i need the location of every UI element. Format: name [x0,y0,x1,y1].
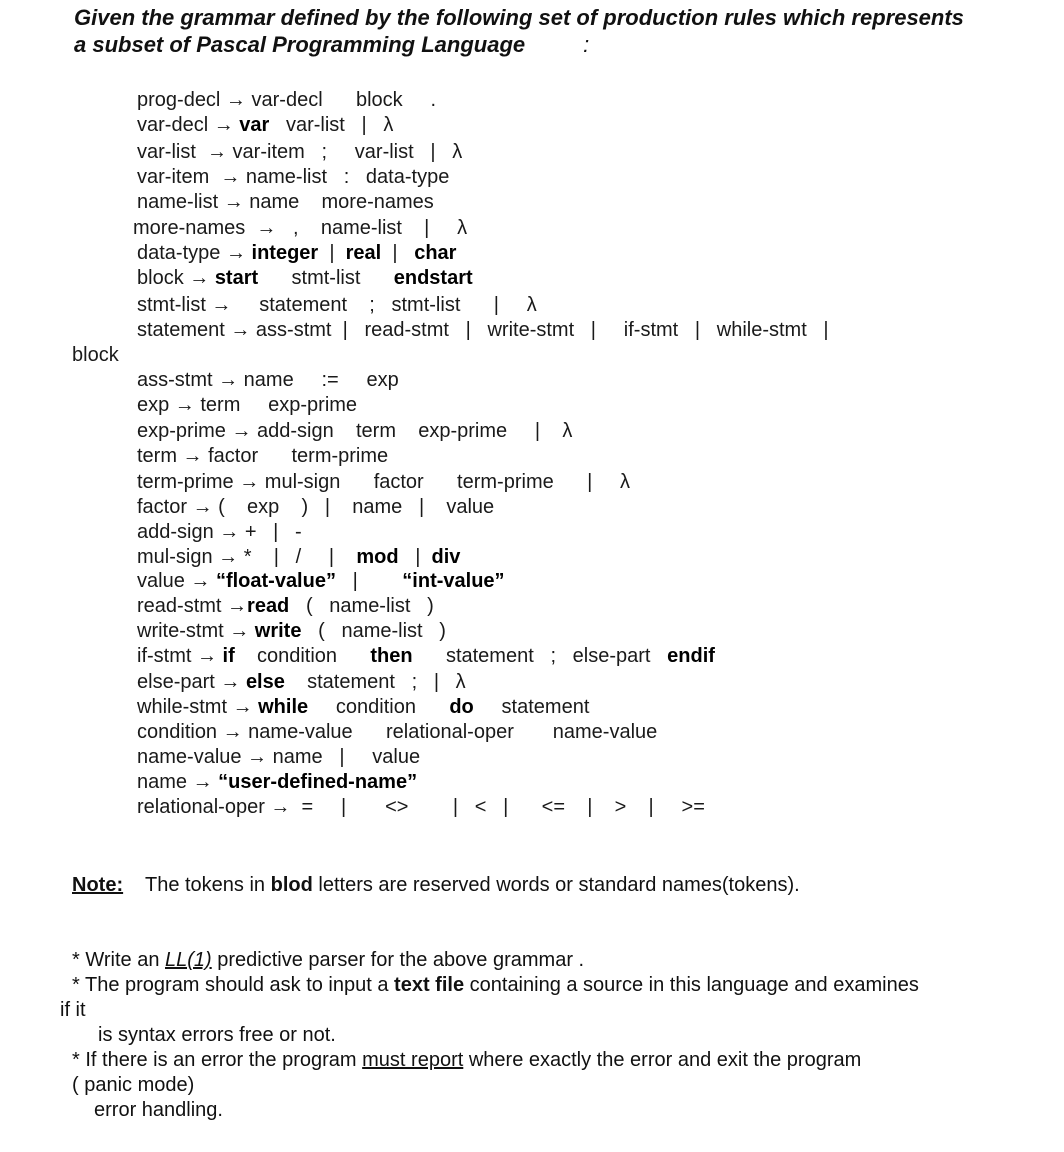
rule-text: if-stmt → [137,645,223,667]
rule-text: factor → ( exp ) | name | value [137,496,495,518]
task-item-3-wrap: ( panic mode) [72,1074,195,1096]
grammar-rule [137,419,572,443]
reserved-word: div [431,546,461,568]
reserved-word: endif [667,645,715,667]
grammar-rule [137,190,434,214]
rule-text: condition → name-value relational-oper name-value [137,721,658,743]
task-item-1 [72,948,1002,973]
task-3-prefix: * If there is an error the program [72,1049,363,1071]
reserved-word: mod [356,546,399,568]
note-bold-word: blod [270,874,313,896]
rule-text: add-sign → + | - [137,521,302,543]
title-line-2-text: a subset of Pascal Programming Language [74,32,526,57]
rule-text: prog-decl → [137,89,252,111]
ll1-link: LL(1) [165,949,212,971]
grammar-rule [137,318,829,342]
grammar-rule [137,594,434,618]
rule-text: | [381,242,415,264]
grammar-rule [137,293,537,317]
rule-text: condition [234,645,371,667]
grammar-rule [72,343,119,367]
grammar-rule [137,266,473,290]
rule-text: block → [137,267,215,289]
rule-text: var-list → var-item ; var-list | λ [137,141,463,163]
task-item-2-continuation: is syntax errors free or not. [98,1024,336,1046]
grammar-rule [137,368,399,392]
grammar-rule [137,745,420,769]
reserved-word: integer [251,242,319,264]
rule-text: more-names → , name-list | λ [133,217,468,239]
reserved-word: endstart [393,267,473,289]
task-1-suffix: predictive parser for the above grammar . [211,949,585,971]
rule-text: statement ; else-part [412,645,668,667]
rule-text: block [72,344,119,366]
reserved-word: read [247,595,290,617]
rule-text: condition [308,696,450,718]
grammar-rule [137,393,357,417]
rule-text: data-type → [137,242,252,264]
grammar-rule [137,140,462,164]
note-text-before: The tokens in [144,874,271,896]
reserved-word: “int-value” [402,570,505,592]
rule-text: var-decl → [137,114,240,136]
task-item-2-wrap: if it [60,999,86,1021]
grammar-rule [137,88,436,112]
grammar-rule [137,520,302,544]
rule-text: ( name-list ) [301,620,446,642]
task-1-prefix: * Write an [72,949,165,971]
reserved-word: real [345,242,382,264]
grammar-rule [137,569,505,593]
rule-text: read-stmt → [137,595,248,617]
rule-text: | [318,242,346,264]
grammar-rule [137,720,657,744]
rule-text: | [335,570,403,592]
task-3-underline: must report [362,1049,464,1071]
rule-text: relational-oper → = | <> | < | <= | > | >= [137,796,705,818]
task-2-bold: text file [394,974,465,996]
task-item-3-continuation: error handling. [94,1099,223,1121]
reserved-word: write [254,620,302,642]
title-colon: : [583,32,590,57]
rule-text: name-value → name | value [137,746,421,768]
rule-text: | [398,546,432,568]
grammar-rule [137,644,715,668]
rule-text: ass-stmt → name := exp [137,369,399,391]
task-2-prefix: * The program should ask to input a [72,974,395,996]
grammar-rule [137,470,630,494]
task-3-suffix: where exactly the error and exit the program [463,1049,862,1071]
grammar-rule [137,795,705,819]
reserved-word: “float-value” [215,570,336,592]
reserved-word: then [370,645,413,667]
reserved-word: while [258,696,309,718]
reserved-word: start [214,267,259,289]
grammar-rule [137,113,393,137]
rule-text: stmt-list [258,267,394,289]
reserved-word: “user-defined-name” [218,771,418,793]
reserved-word: if [222,645,235,667]
note-label: Note: [72,874,124,896]
grammar-rule [133,216,467,240]
grammar-rule [137,165,449,189]
task-2-suffix: containing a source in this language and examines [464,974,919,996]
grammar-rule [137,545,460,569]
grammar-rule [137,619,446,643]
rule-text: term → factor term-prime [137,445,389,467]
grammar-rule [137,670,466,694]
rule-text: term-prime → mul-sign factor term-prime | λ [137,471,631,493]
rule-text: statement [473,696,590,718]
grammar-rule [137,770,417,794]
task-list [60,948,1002,1123]
rule-text: mul-sign → * | / | [137,546,357,568]
rule-text: name → [137,771,219,793]
grammar-rule [137,495,494,519]
task-item-2 [72,973,1002,998]
rule-text: write-stmt → [137,620,255,642]
reserved-word: else [245,671,285,693]
reserved-word: do [449,696,474,718]
rule-text: else-part → [137,671,246,693]
rule-text: ( name-list ) [289,595,434,617]
rule-text: var-list | λ [269,114,394,136]
rule-text: stmt-list → statement ; stmt-list | λ [137,294,537,316]
rule-text: exp → term exp-prime [137,394,358,416]
rule-text: statement → ass-stmt | read-stmt | write-stmt | if-stmt | while-stmt | [137,319,829,341]
rule-text: name-list → name more-names [137,191,434,213]
note-text-after: letters are reserved words or standard names(tokens). [312,874,800,896]
rule-text: var-decl block . [251,89,437,111]
grammar-rule [137,444,388,468]
reserved-word: var [239,114,270,136]
grammar-rule [137,241,456,265]
grammar-rule [137,695,589,719]
rule-text: statement ; | λ [284,671,466,693]
rule-text: value → [137,570,216,592]
note [72,872,800,898]
rule-text: exp-prime → add-sign term exp-prime | λ [137,420,573,442]
rule-text: while-stmt → [137,696,259,718]
task-item-3 [72,1048,1002,1073]
rule-text: var-item → name-list : data-type [137,166,450,188]
reserved-word: char [414,242,457,264]
title-line-1: Given the grammar defined by the following set of production rules which represents [74,5,964,30]
